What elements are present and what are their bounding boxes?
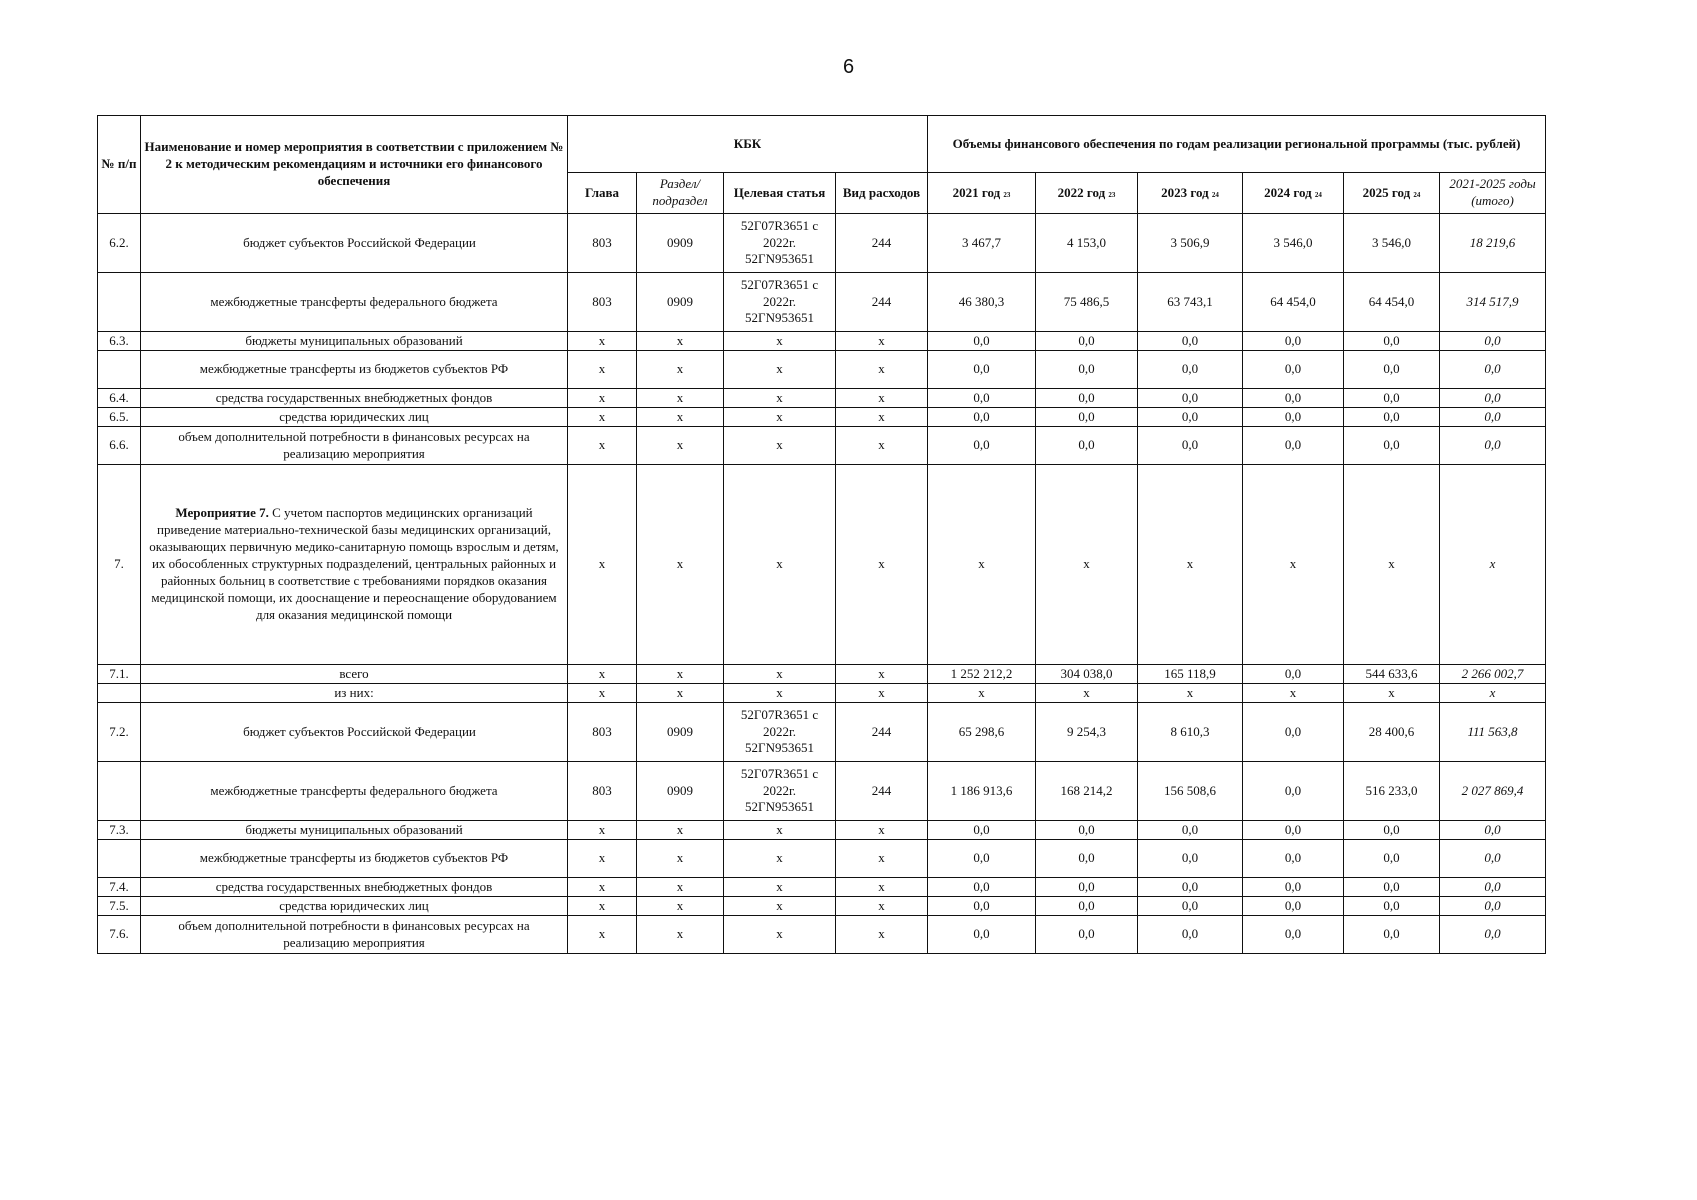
cell-tselevaya: 52Г07R3651 с 2022г. 52ГN953651 xyxy=(724,703,836,762)
cell-y2023: 0,0 xyxy=(1138,897,1243,916)
header-y2024: 2024 год 24 xyxy=(1243,173,1344,214)
cell-y2025: 0,0 xyxy=(1344,351,1440,389)
cell-y2021: 1 252 212,2 xyxy=(928,665,1036,684)
table-row xyxy=(98,273,1546,332)
cell-y2025: 0,0 xyxy=(1344,427,1440,465)
cell-tselevaya: x xyxy=(724,897,836,916)
row-name: из них: xyxy=(141,684,568,703)
cell-y2021: 0,0 xyxy=(928,427,1036,465)
cell-y2022: 4 153,0 xyxy=(1036,214,1138,273)
cell-y2022: 9 254,3 xyxy=(1036,703,1138,762)
cell-y2021: 0,0 xyxy=(928,840,1036,878)
page-number: 6 xyxy=(842,56,855,78)
cell-total: 0,0 xyxy=(1440,878,1546,897)
cell-tselevaya: x xyxy=(724,821,836,840)
table-row xyxy=(98,840,1546,878)
cell-vid: 244 xyxy=(836,703,928,762)
row-name: средства государственных внебюджетных фондов xyxy=(141,878,568,897)
cell-total: 0,0 xyxy=(1440,916,1546,954)
cell-y2024: x xyxy=(1243,465,1344,665)
cell-y2023: 156 508,6 xyxy=(1138,762,1243,821)
cell-razdel: x xyxy=(637,840,724,878)
table-row xyxy=(98,897,1546,916)
cell-total: x xyxy=(1440,684,1546,703)
cell-y2022: 304 038,0 xyxy=(1036,665,1138,684)
cell-vid: 244 xyxy=(836,762,928,821)
cell-y2024: 0,0 xyxy=(1243,840,1344,878)
row-name: средства государственных внебюджетных фондов xyxy=(141,389,568,408)
header-y2023: 2023 год 24 xyxy=(1138,173,1243,214)
row-number: 7.3. xyxy=(98,821,141,840)
cell-y2024: 0,0 xyxy=(1243,916,1344,954)
cell-glava: x xyxy=(568,821,637,840)
cell-glava: x xyxy=(568,389,637,408)
cell-vid: x xyxy=(836,821,928,840)
cell-vid: x xyxy=(836,465,928,665)
cell-y2024: 0,0 xyxy=(1243,897,1344,916)
cell-total: 2 266 002,7 xyxy=(1440,665,1546,684)
row-name: средства юридических лиц xyxy=(141,897,568,916)
cell-y2024: 0,0 xyxy=(1243,878,1344,897)
cell-y2025: 0,0 xyxy=(1344,408,1440,427)
cell-tselevaya: x xyxy=(724,389,836,408)
cell-y2025: 0,0 xyxy=(1344,916,1440,954)
cell-tselevaya: x xyxy=(724,665,836,684)
cell-y2022: 0,0 xyxy=(1036,351,1138,389)
cell-glava: 803 xyxy=(568,762,637,821)
header-tselevaya: Целевая статья xyxy=(724,173,836,214)
header-razdel: Раздел/ подраздел xyxy=(637,173,724,214)
cell-y2022: x xyxy=(1036,465,1138,665)
row-number: 6.6. xyxy=(98,427,141,465)
cell-razdel: x xyxy=(637,408,724,427)
cell-vid: x xyxy=(836,427,928,465)
cell-total: 18 219,6 xyxy=(1440,214,1546,273)
cell-total: 0,0 xyxy=(1440,351,1546,389)
cell-vid: x xyxy=(836,897,928,916)
row-name xyxy=(141,465,568,665)
table-row xyxy=(98,878,1546,897)
cell-vid: x xyxy=(836,389,928,408)
cell-y2022: 75 486,5 xyxy=(1036,273,1138,332)
row-number: 6.3. xyxy=(98,332,141,351)
cell-total: 2 027 869,4 xyxy=(1440,762,1546,821)
cell-glava: x xyxy=(568,427,637,465)
cell-glava: x xyxy=(568,351,637,389)
table-row xyxy=(98,684,1546,703)
row-name: межбюджетные трансферты из бюджетов субъектов РФ xyxy=(141,840,568,878)
cell-y2024: 0,0 xyxy=(1243,389,1344,408)
row-number: 6.4. xyxy=(98,389,141,408)
cell-razdel: 0909 xyxy=(637,214,724,273)
row-number xyxy=(98,762,141,821)
cell-razdel: x xyxy=(637,351,724,389)
cell-total: 0,0 xyxy=(1440,897,1546,916)
cell-y2021: 65 298,6 xyxy=(928,703,1036,762)
table-row xyxy=(98,214,1546,273)
cell-y2021: 1 186 913,6 xyxy=(928,762,1036,821)
cell-y2025: 0,0 xyxy=(1344,840,1440,878)
cell-y2025: 3 546,0 xyxy=(1344,214,1440,273)
cell-tselevaya: 52Г07R3651 с 2022г. 52ГN953651 xyxy=(724,214,836,273)
cell-glava: x xyxy=(568,465,637,665)
cell-vid: x xyxy=(836,684,928,703)
header-y2025: 2025 год 24 xyxy=(1344,173,1440,214)
cell-y2023: 0,0 xyxy=(1138,332,1243,351)
cell-total: x xyxy=(1440,465,1546,665)
table-row xyxy=(98,762,1546,821)
row-number: 7.6. xyxy=(98,916,141,954)
row-name: межбюджетные трансферты федерального бюджета xyxy=(141,273,568,332)
cell-y2021: 0,0 xyxy=(928,389,1036,408)
cell-vid: x xyxy=(836,351,928,389)
header-vid: Вид расходов xyxy=(836,173,928,214)
cell-y2025: 544 633,6 xyxy=(1344,665,1440,684)
cell-glava: x xyxy=(568,408,637,427)
cell-total: 0,0 xyxy=(1440,840,1546,878)
cell-y2021: 0,0 xyxy=(928,408,1036,427)
cell-razdel: x xyxy=(637,427,724,465)
cell-vid: x xyxy=(836,916,928,954)
cell-razdel: x xyxy=(637,332,724,351)
cell-tselevaya: x xyxy=(724,408,836,427)
row-number: 6.5. xyxy=(98,408,141,427)
cell-y2023: 165 118,9 xyxy=(1138,665,1243,684)
row-name: объем дополнительной потребности в финансовых ресурсах на реализацию мероприятия xyxy=(141,916,568,954)
cell-y2023: 3 506,9 xyxy=(1138,214,1243,273)
cell-vid: x xyxy=(836,665,928,684)
header-y2022: 2022 год 23 xyxy=(1036,173,1138,214)
row-number: 7.1. xyxy=(98,665,141,684)
cell-y2022: 0,0 xyxy=(1036,821,1138,840)
table-row xyxy=(98,821,1546,840)
table-body xyxy=(98,214,1546,954)
cell-glava: x xyxy=(568,684,637,703)
cell-y2025: 0,0 xyxy=(1344,389,1440,408)
row-number xyxy=(98,351,141,389)
cell-y2021: 0,0 xyxy=(928,878,1036,897)
cell-razdel: x xyxy=(637,821,724,840)
cell-y2022: 0,0 xyxy=(1036,427,1138,465)
cell-y2021: 3 467,7 xyxy=(928,214,1036,273)
cell-glava: x xyxy=(568,665,637,684)
cell-y2023: 0,0 xyxy=(1138,408,1243,427)
cell-razdel: x xyxy=(637,916,724,954)
cell-glava: x xyxy=(568,897,637,916)
cell-y2024: 0,0 xyxy=(1243,332,1344,351)
header-total: 2021-2025 годы (итого) xyxy=(1440,173,1546,214)
cell-y2022: 0,0 xyxy=(1036,878,1138,897)
cell-y2025: 516 233,0 xyxy=(1344,762,1440,821)
table-row xyxy=(98,408,1546,427)
measure-description: С учетом паспортов медицинских организаций приведение материально-технической базы медицинских организаций, оказывающих первичную медико-санитарную помощь взрослым и детям, их обособленных структурных подразделений, центральных районных и районных больниц в соответствие с требованиями порядков оказания медицинской помощи, их дооснащение и переоснащение оборудованием для оказания медицинской помощи xyxy=(149,505,559,622)
header-name: Наименование и номер мероприятия в соответствии с приложением № 2 к методическим рекомендациям и источники его финансового обеспечения xyxy=(141,116,568,214)
cell-y2025: 0,0 xyxy=(1344,821,1440,840)
cell-total: 111 563,8 xyxy=(1440,703,1546,762)
table-row xyxy=(98,465,1546,665)
row-number: 6.2. xyxy=(98,214,141,273)
row-name: бюджеты муниципальных образований xyxy=(141,821,568,840)
row-name: межбюджетные трансферты из бюджетов субъектов РФ xyxy=(141,351,568,389)
cell-y2023: x xyxy=(1138,684,1243,703)
table-row xyxy=(98,351,1546,389)
cell-y2024: 0,0 xyxy=(1243,351,1344,389)
cell-vid: x xyxy=(836,332,928,351)
measure-title: Мероприятие 7. xyxy=(175,505,269,521)
cell-y2025: 28 400,6 xyxy=(1344,703,1440,762)
cell-y2021: 0,0 xyxy=(928,821,1036,840)
cell-y2021: 46 380,3 xyxy=(928,273,1036,332)
cell-y2025: 0,0 xyxy=(1344,878,1440,897)
cell-total: 0,0 xyxy=(1440,427,1546,465)
cell-tselevaya: x xyxy=(724,427,836,465)
header-num: № п/п xyxy=(98,116,141,214)
cell-vid: x xyxy=(836,840,928,878)
row-name: средства юридических лиц xyxy=(141,408,568,427)
budget-table xyxy=(97,115,1546,954)
cell-y2021: 0,0 xyxy=(928,916,1036,954)
cell-y2023: 0,0 xyxy=(1138,351,1243,389)
cell-y2023: 63 743,1 xyxy=(1138,273,1243,332)
cell-y2021: x xyxy=(928,684,1036,703)
cell-y2021: 0,0 xyxy=(928,332,1036,351)
cell-total: 0,0 xyxy=(1440,332,1546,351)
cell-y2023: 0,0 xyxy=(1138,821,1243,840)
cell-y2021: 0,0 xyxy=(928,897,1036,916)
cell-tselevaya: x xyxy=(724,878,836,897)
cell-razdel: 0909 xyxy=(637,273,724,332)
cell-y2024: 0,0 xyxy=(1243,408,1344,427)
cell-razdel: x xyxy=(637,389,724,408)
row-number xyxy=(98,273,141,332)
row-number: 7.5. xyxy=(98,897,141,916)
cell-razdel: x xyxy=(637,878,724,897)
cell-y2025: 64 454,0 xyxy=(1344,273,1440,332)
cell-tselevaya: x xyxy=(724,351,836,389)
cell-y2022: 0,0 xyxy=(1036,840,1138,878)
cell-y2025: 0,0 xyxy=(1344,897,1440,916)
row-number: 7. xyxy=(98,465,141,665)
cell-y2024: 0,0 xyxy=(1243,665,1344,684)
cell-y2022: 168 214,2 xyxy=(1036,762,1138,821)
cell-vid: x xyxy=(836,878,928,897)
table-row xyxy=(98,703,1546,762)
cell-tselevaya: 52Г07R3651 с 2022г. 52ГN953651 xyxy=(724,762,836,821)
cell-total: 0,0 xyxy=(1440,408,1546,427)
table-row xyxy=(98,665,1546,684)
header-volumes: Объемы финансового обеспечения по годам реализации региональной программы (тыс. рублей) xyxy=(928,116,1546,173)
row-number xyxy=(98,840,141,878)
cell-y2023: 0,0 xyxy=(1138,878,1243,897)
cell-tselevaya: 52Г07R3651 с 2022г. 52ГN953651 xyxy=(724,273,836,332)
row-name: всего xyxy=(141,665,568,684)
cell-y2024: 3 546,0 xyxy=(1243,214,1344,273)
header-glava: Глава xyxy=(568,173,637,214)
cell-glava: 803 xyxy=(568,214,637,273)
cell-y2024: 0,0 xyxy=(1243,762,1344,821)
cell-glava: x xyxy=(568,878,637,897)
cell-vid: 244 xyxy=(836,214,928,273)
table-row xyxy=(98,332,1546,351)
row-number: 7.4. xyxy=(98,878,141,897)
row-number: 7.2. xyxy=(98,703,141,762)
table-row xyxy=(98,427,1546,465)
cell-y2024: 0,0 xyxy=(1243,821,1344,840)
cell-y2024: 0,0 xyxy=(1243,427,1344,465)
cell-y2023: 0,0 xyxy=(1138,427,1243,465)
cell-y2021: 0,0 xyxy=(928,351,1036,389)
cell-tselevaya: x xyxy=(724,916,836,954)
header-y2021: 2021 год 23 xyxy=(928,173,1036,214)
cell-glava: 803 xyxy=(568,703,637,762)
cell-razdel: x xyxy=(637,665,724,684)
cell-y2021: x xyxy=(928,465,1036,665)
cell-razdel: x xyxy=(637,465,724,665)
cell-tselevaya: x xyxy=(724,840,836,878)
cell-y2023: 0,0 xyxy=(1138,916,1243,954)
cell-razdel: 0909 xyxy=(637,762,724,821)
cell-razdel: x xyxy=(637,684,724,703)
cell-tselevaya: x xyxy=(724,465,836,665)
row-name: межбюджетные трансферты федерального бюджета xyxy=(141,762,568,821)
cell-y2023: 8 610,3 xyxy=(1138,703,1243,762)
cell-tselevaya: x xyxy=(724,332,836,351)
cell-vid: 244 xyxy=(836,273,928,332)
cell-y2022: 0,0 xyxy=(1036,332,1138,351)
cell-razdel: x xyxy=(637,897,724,916)
cell-total: 0,0 xyxy=(1440,821,1546,840)
row-number xyxy=(98,684,141,703)
cell-total: 314 517,9 xyxy=(1440,273,1546,332)
cell-vid: x xyxy=(836,408,928,427)
cell-glava: x xyxy=(568,840,637,878)
cell-razdel: 0909 xyxy=(637,703,724,762)
table-row xyxy=(98,916,1546,954)
cell-y2022: 0,0 xyxy=(1036,897,1138,916)
cell-glava: x xyxy=(568,332,637,351)
cell-y2022: 0,0 xyxy=(1036,408,1138,427)
cell-total: 0,0 xyxy=(1440,389,1546,408)
row-name: бюджет субъектов Российской Федерации xyxy=(141,703,568,762)
cell-y2024: x xyxy=(1243,684,1344,703)
cell-y2025: x xyxy=(1344,684,1440,703)
cell-y2023: 0,0 xyxy=(1138,389,1243,408)
cell-y2023: 0,0 xyxy=(1138,840,1243,878)
cell-y2024: 0,0 xyxy=(1243,703,1344,762)
cell-glava: x xyxy=(568,916,637,954)
row-name: объем дополнительной потребности в финансовых ресурсах на реализацию мероприятия xyxy=(141,427,568,465)
cell-y2022: x xyxy=(1036,684,1138,703)
cell-y2022: 0,0 xyxy=(1036,916,1138,954)
cell-glava: 803 xyxy=(568,273,637,332)
row-name: бюджеты муниципальных образований xyxy=(141,332,568,351)
table-row xyxy=(98,389,1546,408)
cell-tselevaya: x xyxy=(724,684,836,703)
cell-y2022: 0,0 xyxy=(1036,389,1138,408)
cell-y2025: 0,0 xyxy=(1344,332,1440,351)
cell-y2025: x xyxy=(1344,465,1440,665)
header-kbk: КБК xyxy=(568,116,928,173)
cell-y2023: x xyxy=(1138,465,1243,665)
cell-y2024: 64 454,0 xyxy=(1243,273,1344,332)
row-name: бюджет субъектов Российской Федерации xyxy=(141,214,568,273)
